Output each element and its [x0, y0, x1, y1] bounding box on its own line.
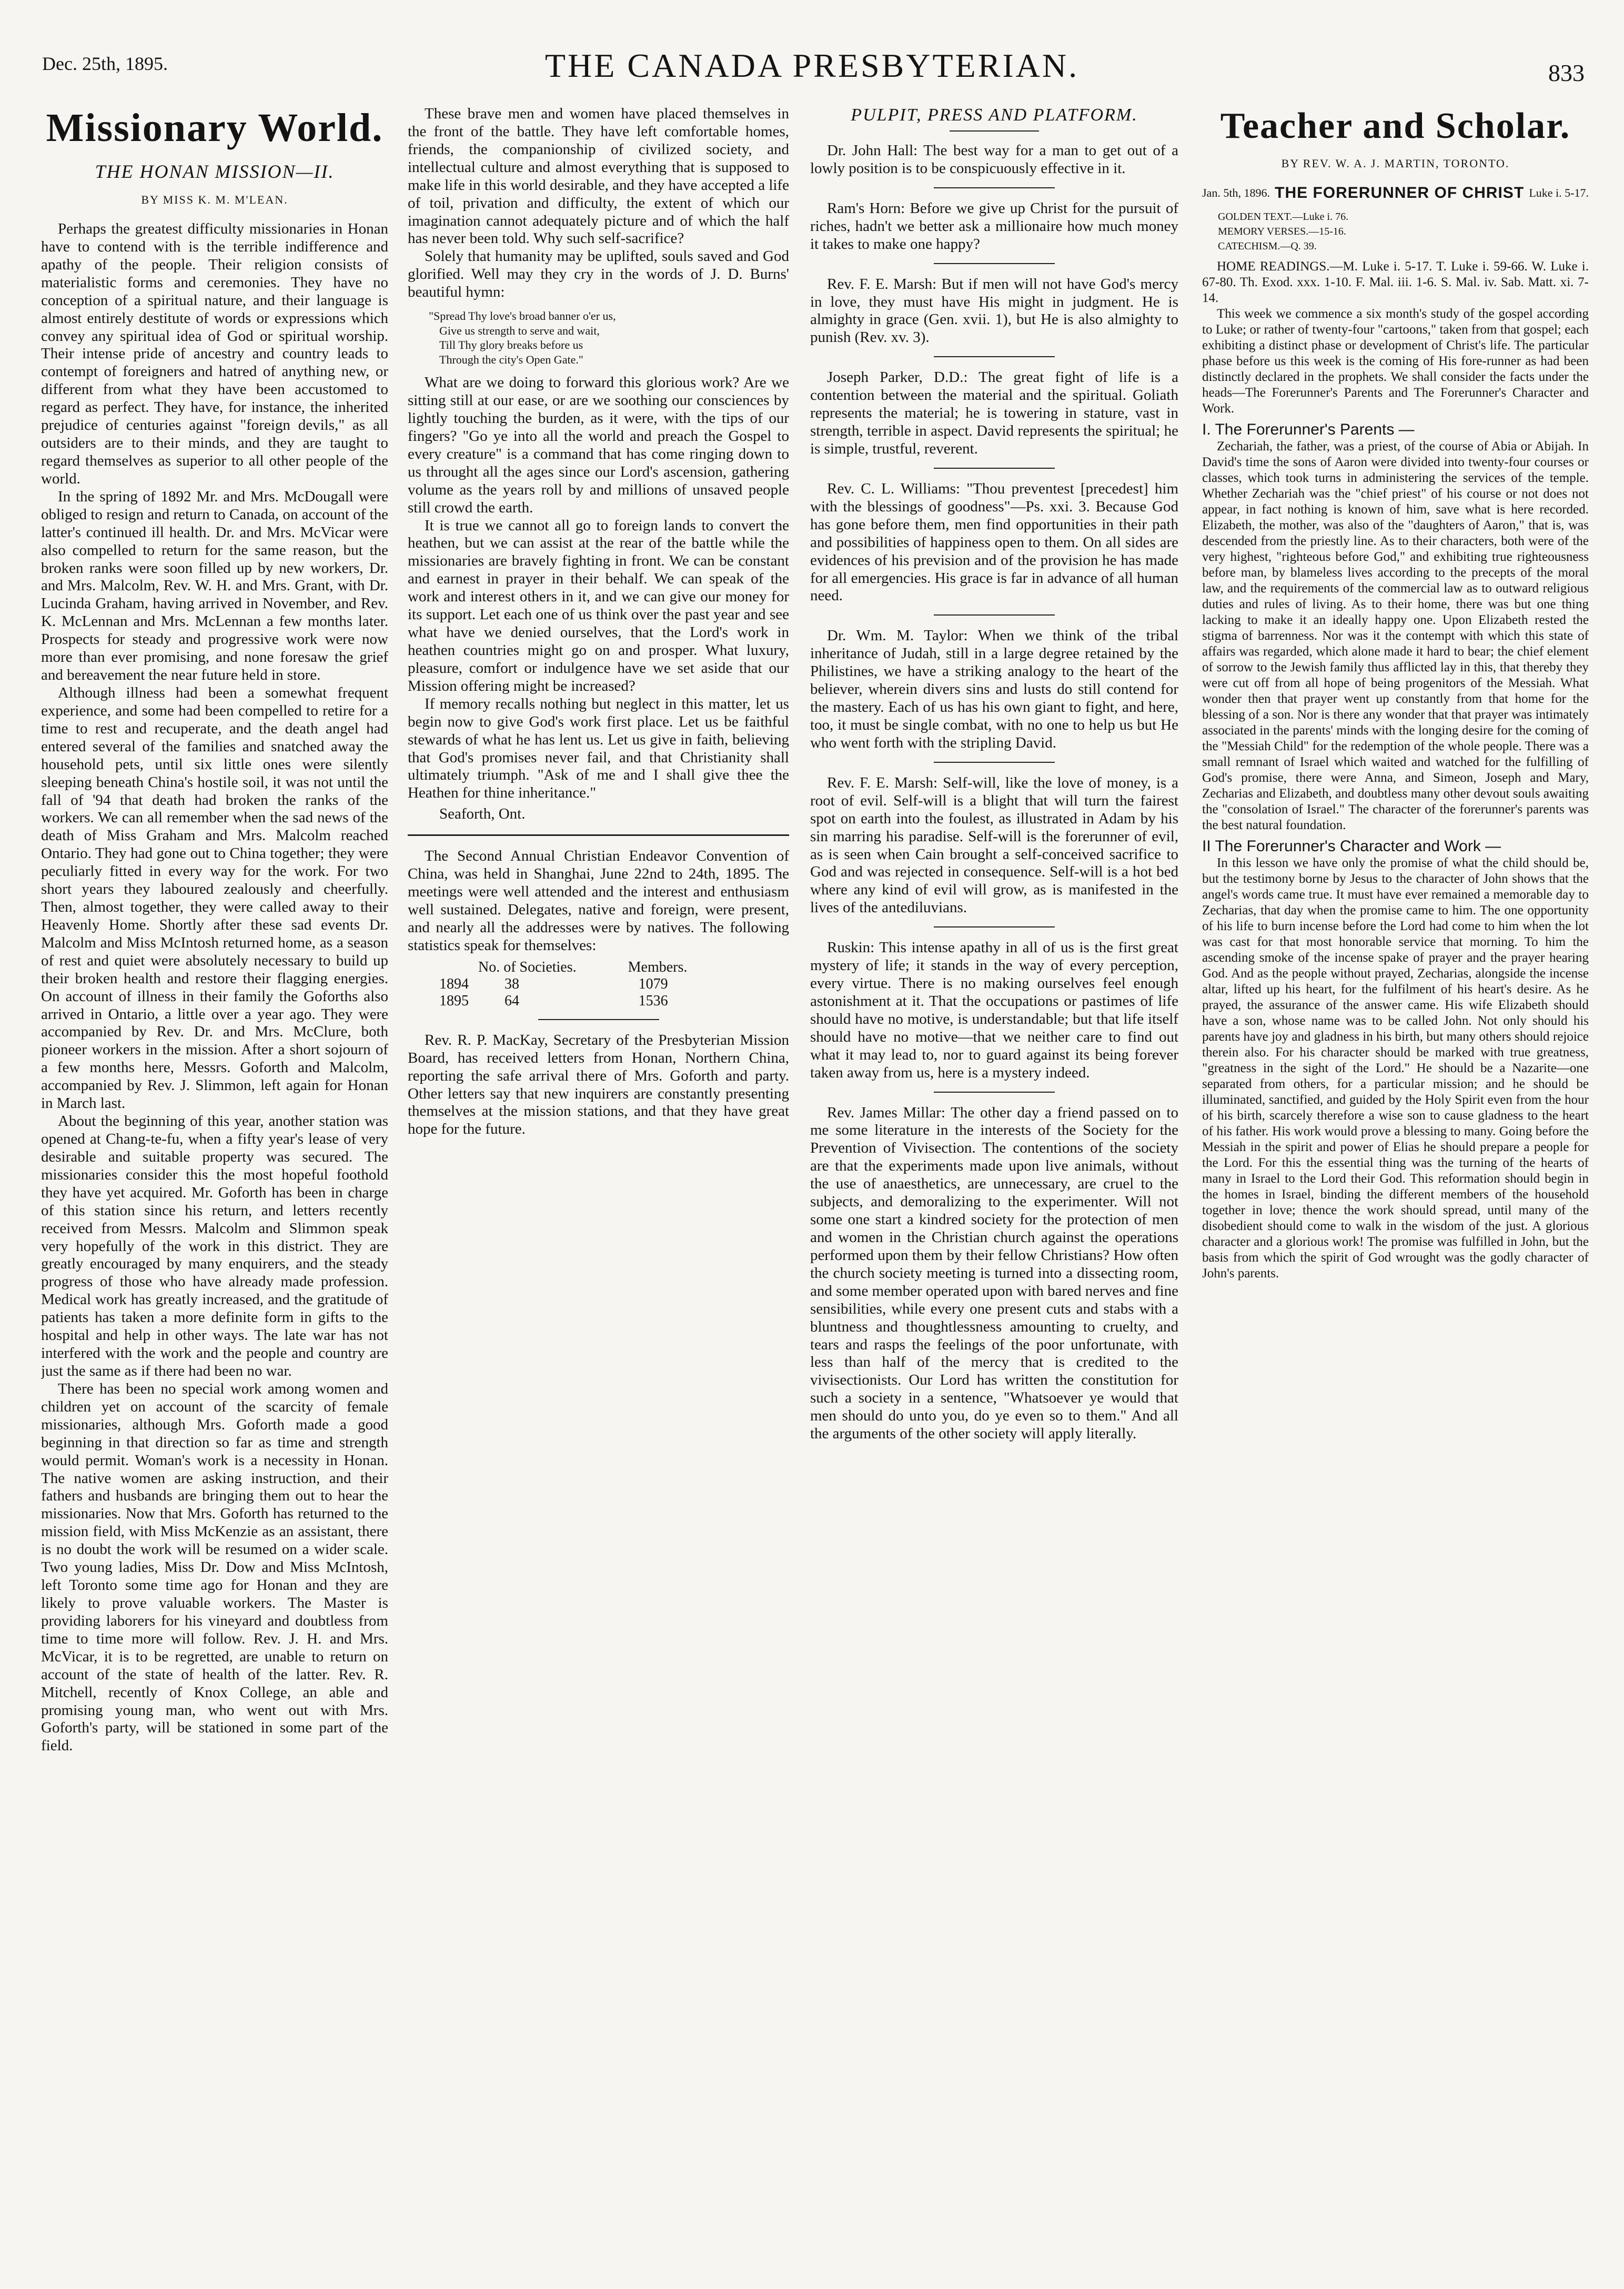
- page-header: [0, 0, 1624, 86]
- divider: [538, 1019, 659, 1020]
- column-teacher: [1202, 105, 1589, 2273]
- quote-item: Dr. Wm. M. Taylor: When we think of the tribal inheritance of Judah, still in a large degree retained by the Philistines, we have a striking analogy to the heart of the believer, wherein divers sins and lusts do still contend for the mastery. Each of us has his own giant to fight, and here, too, it must be single combat, with no one to help us but He who went forth with the stripling David.: [810, 627, 1178, 751]
- article-paragraph: Solely that humanity may be uplifted, souls saved and God glorified. Well may they cry in the words of J. D. Burns' beautiful hymn:: [408, 248, 789, 301]
- lesson-line: [1202, 184, 1589, 202]
- divider: [934, 187, 1055, 188]
- issue-date: Dec. 25th, 1895.: [42, 53, 168, 74]
- stats-header-societies: No. of Societies.: [478, 959, 577, 975]
- quote-item: Ruskin: This intense apathy in all of us is the first great mystery of life; it stands in the way of every perception, every virtue. There is no making ourselves feel enough astonishment at it. That the occupations or pastimes of life should have no motive, is understandable; but that life itself should have no motive—that we neither care to find out what it may lead to, nor to guard against its being forever taken away from us, here is a mystery indeed.: [810, 939, 1178, 1081]
- article-paragraph: It is true we cannot all go to foreign lands to convert the heathen, but we can assist at the rear of the battle while the missionaries are bravely fighting in front. We can be constant and earnest in prayer in their behalf. We can speak of the work and interest others in it, and we can give our money for its support. Let each one of us think over the past year and see what have we denied ourselves, that the Lord's work in heathen countries might go on and prosper. What luxury, pleasure, comfort or indulgence have we set aside that our Mission offering might be increased?: [408, 517, 789, 694]
- stats-year: 1895: [439, 992, 469, 1009]
- teacher-byline: BY REV. W. A. J. MARTIN, TORONTO.: [1281, 157, 1510, 170]
- quote-item: Dr. John Hall: The best way for a man to get out of a lowly position is to be conspicuously effective in it.: [810, 142, 1178, 177]
- newspaper-title: THE CANADA PRESBYTERIAN.: [544, 47, 1080, 84]
- divider: [950, 130, 1039, 132]
- quote-item: Ram's Horn: Before we give up Christ for the pursuit of riches, hadn't we better ask a millionaire how much money it takes to make one happy?: [810, 199, 1178, 253]
- stats-year-header: [439, 959, 478, 976]
- divider: [934, 1092, 1055, 1093]
- hymn-line: Through the city's Open Gate.": [439, 352, 583, 366]
- divider: [934, 263, 1055, 264]
- divider: [934, 926, 1055, 927]
- article-paragraph: What are we doing to forward this glorious work? Are we sitting still at our ease, or are we soothing our consciences by lightly touching the burden, as it were, with the tips of our fingers? "Go ye into all the world and preach the Gospel to every creature" is a command that has come ringing down to us throught all the ages since our Lord's ascension, gathering volume as the years roll by and millions of unsaved people still crowd the earth.: [408, 374, 789, 516]
- lesson-date: Jan. 5th, 1896.: [1202, 186, 1270, 199]
- quote-item: Rev. F. E. Marsh: But if men will not have God's mercy in love, they must have His might in judgment. He is almighty in grace (Gen. xvii. 1), but He is also almighty to punish (Rev. xv. 3).: [810, 275, 1178, 346]
- divider: [934, 762, 1055, 763]
- article-signoff: Seaforth, Ont.: [439, 805, 526, 823]
- memory-verses: MEMORY VERSES.—15-16.: [1218, 226, 1346, 237]
- quote-item: Rev. James Millar: The other day a friend passed on to me some literature in the interests of the Society for the Prevention of Vivisection. The contentions of the society are that the experiments made upon live animals, without the use of anaesthetics, are unnecessary, are cruel to the subjects, and demoralizing to the experimenter. Will not some one start a kindred society for the protection of men and women in the Christian church against the operations performed upon them by their fellow Christians? How often the church society meeting is turned into a dissecting room, and some member operated upon with bared nerves and fine sensibilities, while every one present cuts and stabs with a bluntness and thoughtlessness amounting to cruelty, and tears and rasps the feelings of the poor unfortunate, with less than half of the mercy that is credited to the vivisectionists. Our Lord has written the constitution for such a society in a sentence, "Whatsoever ye would that men should do unto you, do ye even so to them." And all the arguments of the other society will apply literally.: [810, 1104, 1178, 1443]
- column-pulpit: [810, 105, 1178, 2273]
- article-paragraph: If memory recalls nothing but neglect in this matter, let us begin now to give God's work first place. Let us be faithful stewards of what he has lent us. Let us give in faith, believing that God's promises never fail, and that Christianity shall ultimately triumph. "Ask of me and I shall give thee the Heathen for thine inheritance.": [408, 695, 789, 802]
- article-paragraph: There has been no special work among women and children yet on account of the scarcity of female missionaries, although Mrs. Goforth made a good beginning in that direction so far as time and strength would permit. Woman's work is a necessity in Honan. The native women are asking instruction, and their fathers and husbands are bringing them out to hear the missionaries. Now that Mrs. Goforth has returned to the mission field, with Miss McKenzie as an assistant, there is no doubt the work will be resumed on a wider scale. Two young ladies, Miss Dr. Dow and Miss McIntosh, left Toronto some time ago for Honan and they are likely to prove valuable workers. The Master is providing laborers for his vineyard and doubtless from time to time more will follow. Rev. J. H. and Mrs. McVicar, it is to be regretted, are unable to return on account of the state of health of the latter. Rev. R. Mitchell, recently of Knox College, an able and promising young man, who went out with Mrs. Goforth's party, will be stationed in some part of the field.: [41, 1380, 388, 1754]
- divider: [934, 614, 1055, 616]
- stats-members: 1536: [638, 992, 668, 1009]
- stats-header-members: Members.: [628, 959, 688, 975]
- mackay-paragraph: Rev. R. P. MacKay, Secretary of the Presbyterian Mission Board, has received letters from Honan, Northern China, reporting the safe arrival there of Mrs. Goforth and party. Other letters say that new inquirers are constantly presenting themselves at the mission stations, and that they have great hope for the future.: [408, 1031, 789, 1138]
- statistics-table: [408, 959, 789, 1010]
- column-missionary-1: [41, 105, 388, 2273]
- article-byline: BY MISS K. M. M'LEAN.: [141, 193, 288, 206]
- article-paragraph: Perhaps the greatest difficulty missionaries in Honan have to contend with is the terrible indifference and apathy of the people. Their religion consists of materialistic forms and ceremonies. They have no conception of a spiritual nature, and their language is almost entirely destitute of words or expressions which convey any spiritual idea of God or spiritual worship. Their intense pride of ancestry and country leads to contempt of foreigners and hatred of anything new, or different from what they have been accustomed to regard as perfect. They have, for instance, the inherited prejudice of centuries against "foreign devils," as all outsiders are to their minds, and they are taught to regard themselves as superior to all other people of the world.: [41, 220, 388, 487]
- divider: [934, 356, 1055, 357]
- teacher-scholar-heading: Teacher and Scholar.: [1220, 106, 1571, 146]
- page-number: 833: [1548, 59, 1585, 86]
- article-paragraph: These brave men and women have placed themselves in the front of the battle. They have left comfortable homes, friends, the companionship of civilized society, and intellectual culture and almost everything that is supposed to make life in this world desirable, and they have accepted a life of toil, privation and difficulty, the extent of which our imagination cannot adequately picture and of which the half has never been told. Why such self-sacrifice?: [408, 105, 789, 247]
- divider: [934, 468, 1055, 469]
- quote-item: Rev. F. E. Marsh: Self-will, like the love of money, is a root of evil. Self-will is a blight that will turn the fairest spot on earth into the foulest, as illustrated in Adam by his sin marring his paradise. Self-will is the forerunner of evil, as is seen when Cain brought a self-conceived sacrifice to God and was rejected in consequence. Self-will is a hot bed where any kind of evil will grow, as is manifested in the lives of the antediluvians.: [810, 774, 1178, 916]
- golden-text: GOLDEN TEXT.—Luke i. 76.: [1218, 211, 1349, 223]
- lesson-title: THE FORERUNNER OF CHRIST: [1275, 184, 1525, 201]
- column-missionary-2: [408, 105, 789, 2273]
- home-readings: HOME READINGS.—M. Luke i. 5-17. T. Luke i. 59-66. W. Luke i. 67-80. Th. Exod. xxx. 1-10. F. Mal. iii. 1-6. S. Mal. iv. Sab. Matt. xi. 7-14.: [1202, 259, 1589, 305]
- stats-societies: 38: [505, 975, 519, 992]
- pulpit-heading: PULPIT, PRESS AND PLATFORM.: [851, 105, 1138, 125]
- quote-item: Joseph Parker, D.D.: The great fight of life is a contention between the material and the spiritual. Goliath represents the material; he is towering in stature, vast in strength, terrible in aspect. David represents the spiritual; he is simple, trustful, reverent.: [810, 369, 1178, 457]
- article-paragraph: About the beginning of this year, another station was opened at Chang-te-fu, when a fifty year's lease of very desirable and suitable property was secured. The missionaries consider this the most hopeful foothold they have yet acquired. Mr. Goforth has been in charge of this station since his return, and letters recently received from Messrs. Malcolm and Slimmon speak very hopefully of the work in this district. They are greatly encouraged by many enquirers, and the steady progress of those who have already made profession. Medical work has greatly increased, and the gratitude of patients has taken a more definite form in gifts to the hospital and help in other ways. The late war has not interfered with the work and the people and country are just the same as if there had been no war.: [41, 1113, 388, 1379]
- stats-societies: 64: [505, 992, 519, 1009]
- catechism: CATECHISM.—Q. 39.: [1218, 240, 1317, 252]
- stats-members: 1079: [638, 975, 668, 992]
- article-paragraph: Although illness had been a somewhat frequent experience, and some had been compelled to retire for a time to rest and recuperate, and the death angel had entered several of the families and snatched away the household pets, until six little ones were silently sleeping beneath China's hostile soil, it was not until the fall of '94 that death had broken the ranks of the workers. We can all remember when the sad news of the death of Miss Graham and Mrs. Malcolm reached Ontario. They had gone out to China together; they were peculiarly fitted in every way for the work. For two short years they laboured zealously and cheerfully. Then, almost together, they were called away to their Heavenly Home. Shortly after these sad events Dr. Malcolm and Miss McIntosh returned home, as a season of rest and quiet were absolutely necessary to build up their broken health and restore their flagging energies. On account of illness in their family the Goforths also arrived in Ontario, a little over a year ago. They were accompanied by Rev. Dr. and Mrs. McClure, both pioneer workers in the mission. After a short sojourn of a few months here, Messrs. Goforth and Malcolm, accompanied by Rev. J. Slimmon, left again for Honan in March last.: [41, 684, 388, 1112]
- lesson-section: In this lesson we have only the promise of what the child should be, but the testimony borne by Jesus to the character of John shows that the angel's words came true. It must have ever remained a memorable day to Zecharias, that day when the promise came to him. The one opportunity of his life to burn incense before the Lord had come to him when the lot was cast for that most honorable service that morning. To him the ascending smoke of the incense spake of prayer and the prayer hearing God. And as the people without prayed, Zecharias, alongside the incense altar, lifted up his heart, for the fulfilment of his heart's desire. As he prayed, the assurance of the answer came. His wife Elizabeth should have a son, whose name was to be called John. Not only should his parents have joy and gladness in his birth, but many others should rejoice therein also. For his character should be marked with true greatness, "greatness in the sight of the Lord." He should be a Nazarite—one separated from others, for a particular mission; and he should be illuminated, sanctified, and guided by the Holy Spirit even from the hour of his birth, scarcely therefore a wise son to cause gladness to the heart of his father. His work would prove a blessing to many. Going before the Messiah in the spirit and power of Elias he should prepare a people for the Lord. For this the essential thing was the turning of the hearts of many in Israel to the Lord their God. This reformation should begin in the homes in Israel, binding the different members of the household together in love; thence the work should spread, until many of the disobedient should come to walk in the wisdom of the just. A glorious character and a glorious work! The promise was fulfilled in John, but the basis from which the spirit of God wrought was the godly character of John's parents.: [1202, 856, 1589, 1280]
- lesson-reference: Luke i. 5-17.: [1529, 186, 1589, 199]
- missionary-world-heading: Missionary World.: [46, 106, 384, 150]
- article-paragraph: In the spring of 1892 Mr. and Mrs. McDougall were obliged to resign and return to Canada, on account of the latter's continued ill health. Dr. and Mrs. McVicar were also compelled to return for the same reason, but the broken ranks were soon filled up by new workers, Dr. and Mrs. Malcolm, Rev. W. H. and Mrs. Grant, with Dr. Lucinda Graham, having arrived in November, and Rev. K. McLennan and Mrs. McLennan a few months later. Prospects for steady and progressive work were now more than ever promising, and none foresaw the grief and bereavement the near future held in store.: [41, 488, 388, 684]
- section-heading: II The Forerunner's Character and Work —: [1202, 838, 1501, 855]
- hymn-quote: [429, 309, 789, 367]
- section-heading: I. The Forerunner's Parents —: [1202, 421, 1415, 438]
- quote-item: Rev. C. L. Williams: "Thou preventest [precedest] him with the blessings of goodness"—Ps. xxi. 3. Because God has gone before them, men find opportunities in their path and possibilities of happiness open to them. On all sides are evidences of his prevision and of the provision he has made for all emergencies. His grace is far in advance of all human need.: [810, 480, 1178, 604]
- lesson-section: Zechariah, the father, was a priest, of the course of Abia or Abijah. In David's time the sons of Aaron were divided into twenty-four courses or classes, which took turns in administering the services of the temple. Whether Zechariah was the "chief priest" of his course or not does not appear, in fact nothing is known of him, save what is here recorded. Elizabeth, the mother, was also of the "daughters of Aaron," that is, was descended from the priestly line. As to their characters, both were of the very highest, "righteous before God," and exhibiting true righteousness before man, by blameless lives according to the precepts of the moral law, and the requirements of the commercial law as to outward religious duties and rules of living. As to their home, there was but one thing lacking to make it an ideally happy one. Upon Elizabeth rested the stigma of barrenness. Nor was it the contempt with which this state of affairs was regarded, which alone made it hard to bear; the chief element of sorrow to the Jewish family thus afflicted lay in this, that thereby they were cut off from all hope of being progenitors of the Messiah. What wonder then that prayer went up constantly from that home for the blessing of a son. Nor is there any wonder that that prayer was intimately associated in the parents' minds with the longing desire for the coming of the "Messiah Child" for the redemption of the whole people. There was a small remnant of Israel which waited and watched for the fulfilling of God's promise, there were Anna, and Simeon, Joseph and Mary, Zecharias and Elizabeth, and doubtless many other devout souls awaiting the "consolation of Israel." The character of the forerunner's parents was the best natural foundation.: [1202, 439, 1589, 832]
- divider: [408, 834, 789, 836]
- lesson-intro: This week we commence a six month's study of the gospel according to Luke; or rather of twenty-four "cartoons," taken from that gospel; each exhibiting a distinct phase or development of Christ's life. The particular phase before us this week is the coming of His fore-runner as had been distinctly declared in the prophets. We shall consider the facts under the heads—The Forerunner's Parents and The Forerunner's Character and Work.: [1202, 307, 1589, 416]
- stats-year: 1894: [439, 975, 469, 992]
- endeavor-paragraph: The Second Annual Christian Endeavor Convention of China, was held in Shanghai, June 22nd to 24th, 1895. The meetings were well attended and the interest and enthusiasm well sustained. Delegates, native and foreign, were present, and nearly all the addresses were by natives. The following statistics speak for themselves:: [408, 848, 789, 954]
- article-subtitle: THE HONAN MISSION—II.: [95, 161, 335, 182]
- hymn-line: "Spread Thy love's broad banner o'er us,: [429, 309, 616, 323]
- hymn-line: Till Thy glory breaks before us: [439, 338, 583, 352]
- hymn-line: Give us strength to serve and wait,: [439, 324, 600, 337]
